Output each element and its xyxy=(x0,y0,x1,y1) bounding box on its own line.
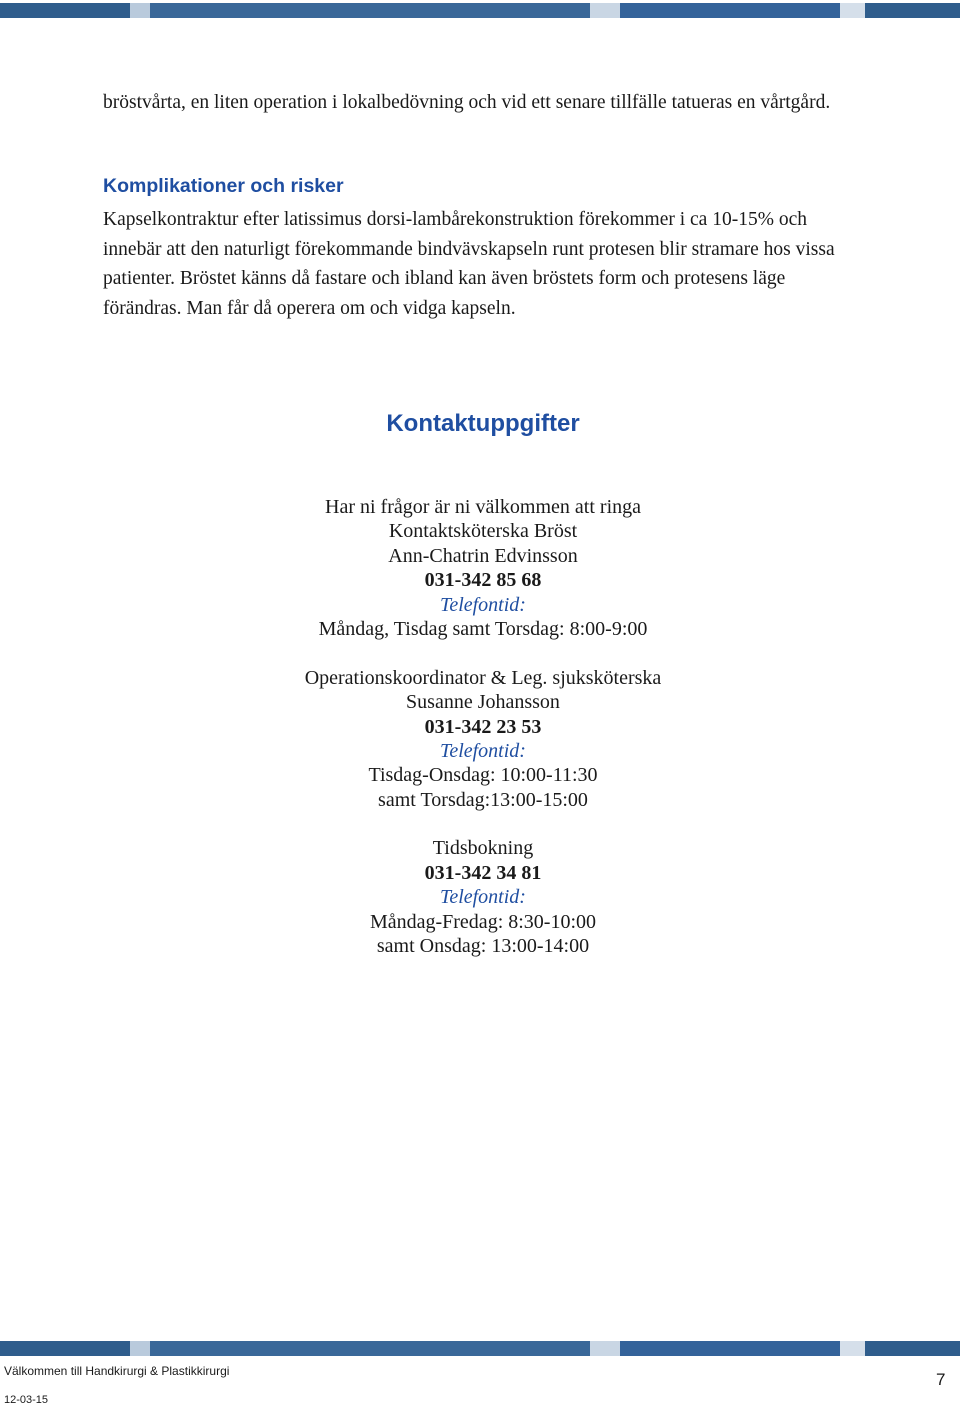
contact-phone: 031-342 23 53 xyxy=(424,715,542,738)
contact-hours-label: Telefontid: xyxy=(440,739,526,762)
contact-hours-label: Telefontid: xyxy=(440,593,526,616)
footer-title: Välkommen till Handkirurgi & Plastikkirurgi xyxy=(4,1364,230,1378)
header-decorative-band xyxy=(0,3,960,18)
contact-hours: Måndag, Tisdag samt Torsdag: 8:00-9:00 xyxy=(318,617,648,640)
contact-phone: 031-342 85 68 xyxy=(424,569,542,592)
contact-name: Ann-Chatrin Edvinsson xyxy=(388,544,578,567)
contact-title: Kontaktuppgifter xyxy=(386,410,580,437)
contact-hours: samt Onsdag: 13:00-14:00 xyxy=(376,935,590,958)
contact-role: Tidsbokning xyxy=(432,837,534,860)
intro-paragraph: bröstvårta, en liten operation i lokalbedövning och vid ett senare tillfälle tatueras en vårtgård. xyxy=(103,92,831,113)
contact-hours-label: Telefontid: xyxy=(440,886,526,909)
contact-phone: 031-342 34 81 xyxy=(424,861,542,884)
footer-decorative-band xyxy=(0,1341,960,1356)
contact-hours: Måndag-Fredag: 8:30-10:00 xyxy=(369,910,597,933)
complications-paragraph: Kapselkontraktur efter latissimus dorsi-lambårekonstruktion förekommer i ca 10-15% och innebär att den naturligt förekommande bindvävskapseln runt protesen blir stramare hos vissa patienter. Bröstet känns då fastare och ibland kan även bröstets form och protesens läge förändras. Man får då operera om och vidga kapseln. xyxy=(103,209,835,319)
contact-role: Operationskoordinator & Leg. sjuksköterska xyxy=(304,666,662,689)
contact-hours: Tisdag-Onsdag: 10:00-11:30 xyxy=(368,764,598,787)
footer-date: 12-03-15 xyxy=(4,1394,49,1406)
contact-intro: Har ni frågor är ni välkommen att ringa xyxy=(325,496,641,518)
contact-hours: samt Torsdag:13:00-15:00 xyxy=(378,788,588,811)
contact-name: Susanne Johansson xyxy=(406,691,560,714)
contact-details xyxy=(0,495,960,958)
section-heading-complications: Komplikationer och risker xyxy=(103,175,344,197)
page-number: 7 xyxy=(936,1370,946,1389)
contact-role: Kontaktsköterska Bröst xyxy=(388,520,578,543)
